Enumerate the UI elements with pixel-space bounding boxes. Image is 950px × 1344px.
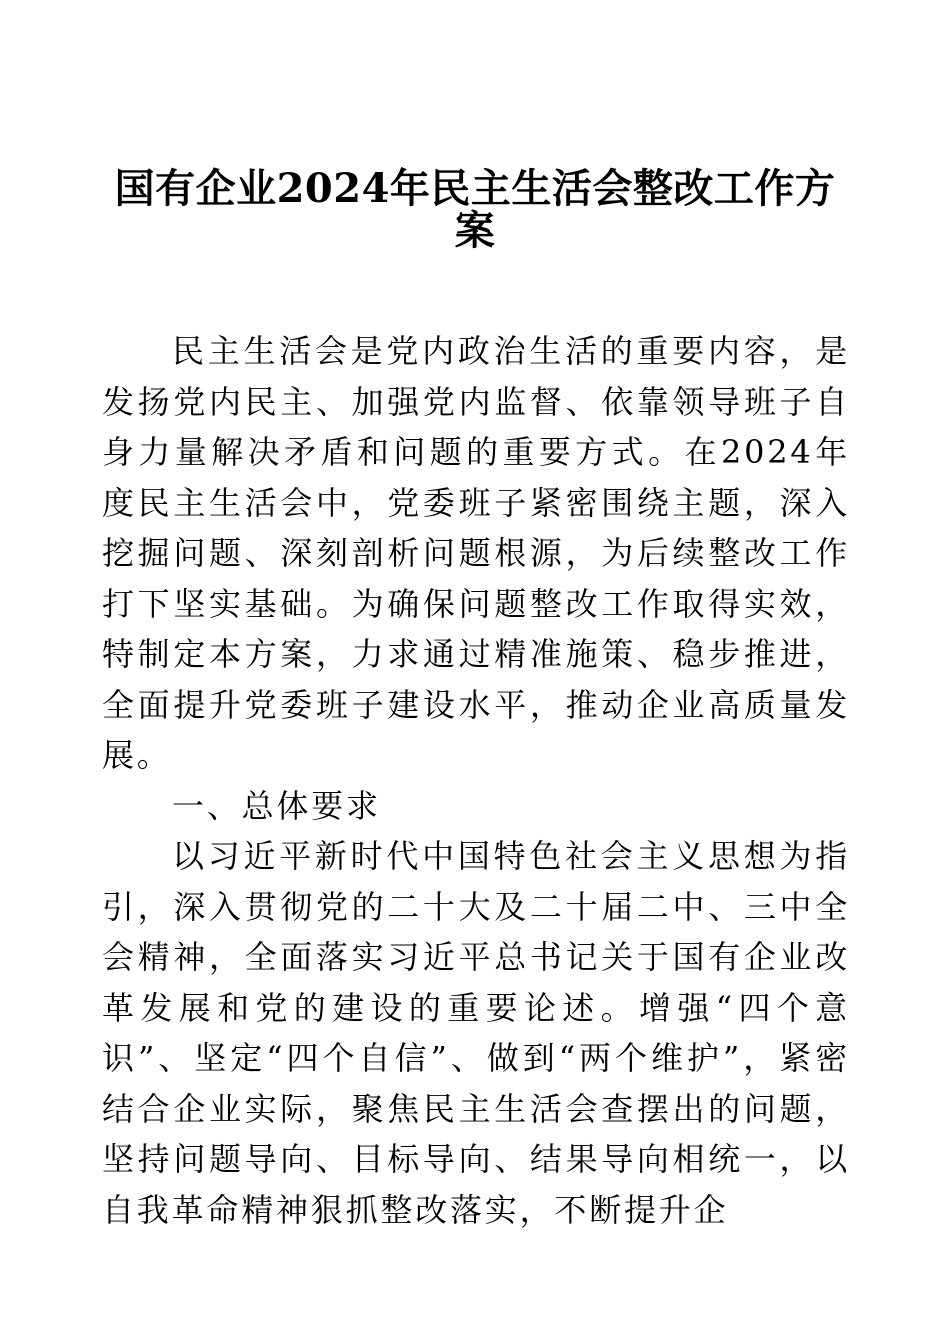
general-requirements-paragraph: 以习近平新时代中国特色社会主义思想为指引，深入贯彻党的二十大及二十届二中、三中全会精神，全面落实习近平总书记关于国有企业改革发展和党的建设的重要论述。增强“四个意识”、坚定“四个自信”、做到“两个维护”，紧密结合企业实际，聚焦民主生活会查摆出的问题，坚持问题导向、目标导向、结果导向相统一，以自我革命精神狠抓整改落实，不断提升企 <box>102 837 850 1229</box>
document-title: 国有企业2024年民主生活会整改工作方 案 <box>114 165 836 254</box>
section-heading-general-requirements: 一、总体要求 <box>172 786 381 825</box>
intro-paragraph: 民主生活会是党内政治生活的重要内容，是发扬党内民主、加强党内监督、依靠领导班子自身力量解决矛盾和问题的重要方式。在2024年度民主生活会中，党委班子紧密围绕主题，深入挖掘问题、深刻剖析问题根源，为后续整改工作打下坚实基础。为确保问题整改工作取得实效，特制定本方案，力求通过精准施策、稳步推进，全面提升党委班子建设水平，推动企业高质量发展。 <box>102 332 850 774</box>
document-body <box>102 326 850 1235</box>
